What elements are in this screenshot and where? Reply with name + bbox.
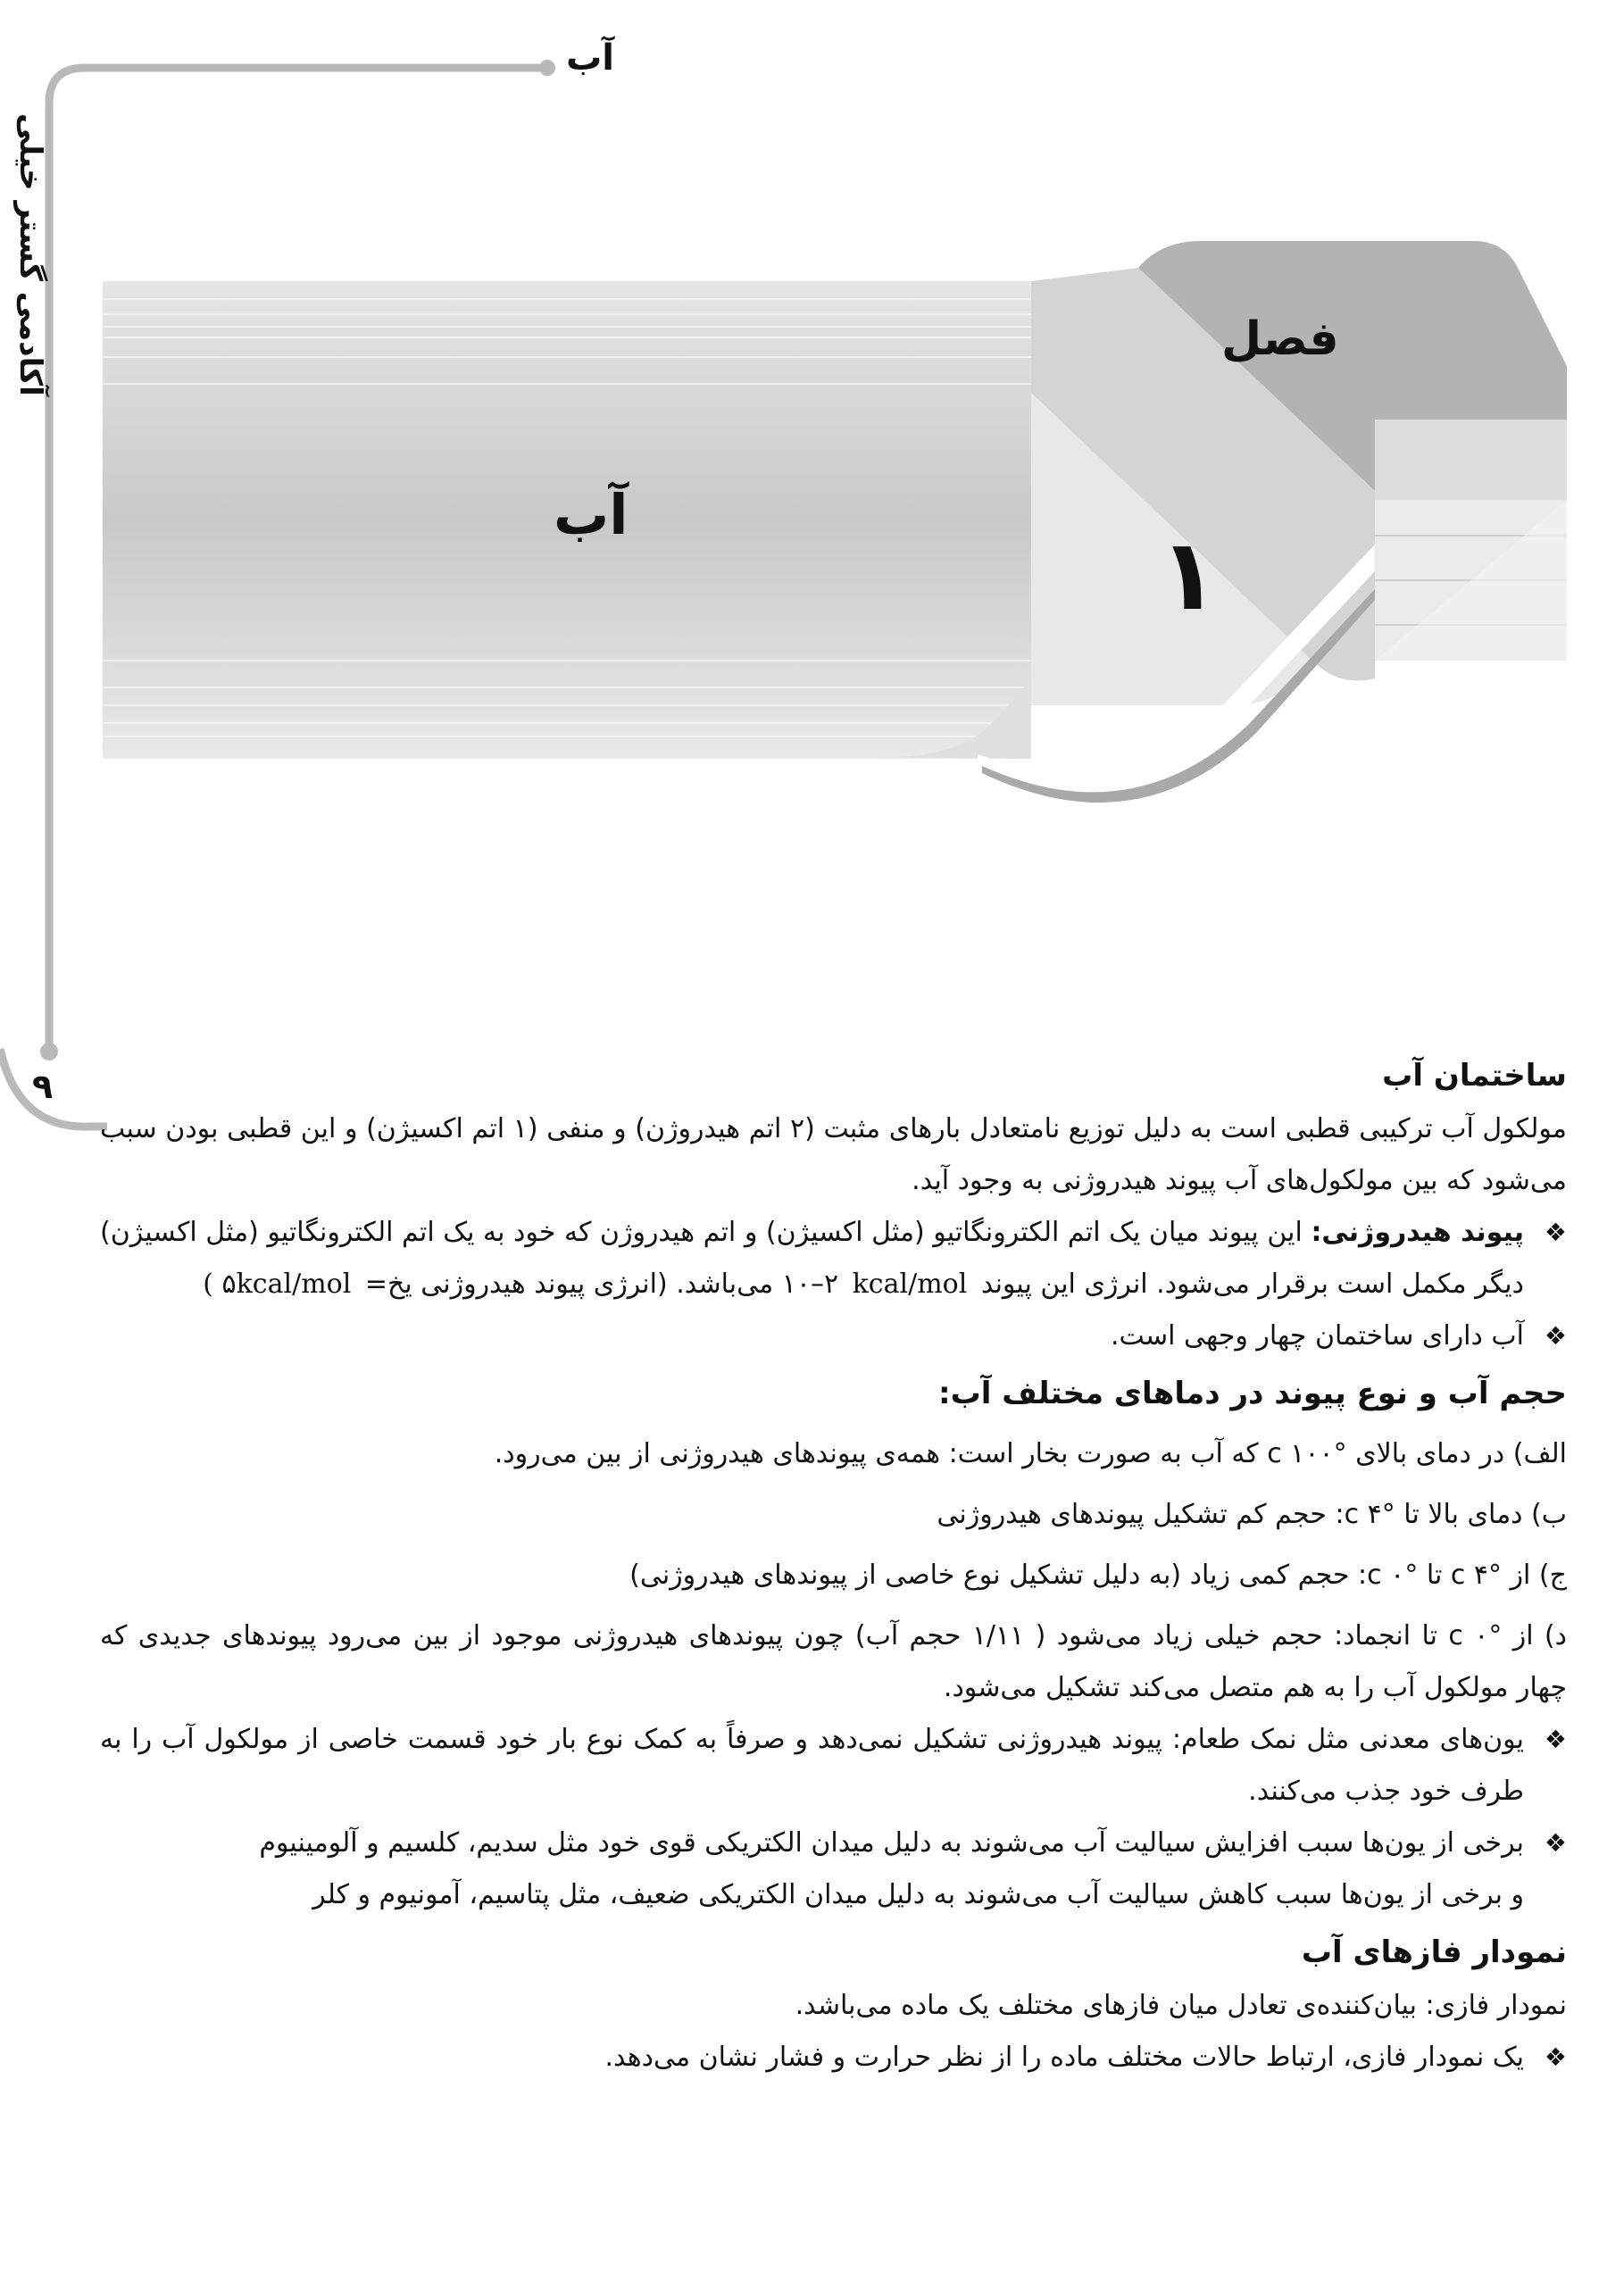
text-part: ۲–۱۰ می‌باشد. (انرژی پیوند هیدروژنی یخ= [356,1269,847,1300]
item-b: ب) دمای بالا تا °c ۴: حجم کم تشکیل پیوندهای هیدروژنی [937,1499,1567,1530]
bullet-tetrahedral [100,1310,1567,1362]
bullet-icon: ❖ [1544,1321,1567,1351]
chapter-title: آب [554,482,629,547]
unit-fraction: kcal/mol [852,1269,968,1300]
bullet-mineral-ions [100,1714,1567,1818]
bullet-text: یون‌های معدنی مثل نمک طعام: پیوند هیدروژنی تشکیل نمی‌دهد و صرفاً به کمک نوع بار خود قسمت خاصی از مولکول آب را به طرف خود جذب می‌کنند. [100,1724,1524,1807]
bullet-icon: ❖ [1544,1828,1567,1858]
bullet-text: برخی از یون‌ها سبب افزایش سیالیت آب می‌شوند به دلیل میدان الکتریکی قوی خود مثل سدیم، کلسیم و آلومینیوم [259,1827,1524,1859]
bullet-phase-diagram [100,2032,1567,2084]
paragraph-phase-diagram: نمودار فازی: بیان‌کننده‌ی تعادل میان فازهای مختلف یک ماده می‌باشد. [795,1990,1567,2021]
bullet-icon: ❖ [1544,2042,1567,2072]
bullet-text: آب دارای ساختمان چهار وجهی است. [1111,1320,1524,1352]
paragraph-polarity: مولکول آب ترکیبی قطبی است به دلیل توزیع نامتعادل بارهای مثبت (۲ اتم هیدروژن) و منفی (۱ اتم اکسیژن) و این قطبی بودن سبب می‌شود که بین مولکول‌های آب پیوند هیدروژنی به وجود آید. [100,1113,1567,1196]
item-a: الف) در دمای بالای °c ۱۰۰ که آب به صورت بخار است: همه‌ی پیوندهای هیدروژنی از بین می‌رود. [494,1438,1567,1469]
item-c: ج) از °c ۴ تا °c ۰: حجم کمی زیاد (به دلیل تشکیل نوع خاصی از پیوندهای هیدروژنی) [629,1560,1567,1591]
section-title-phase-diagram: نمودار فازهای آب [1301,1934,1567,1970]
ion-fluidity-line-2: و برخی از یون‌ها سبب کاهش سیالیت آب می‌شوند به دلیل میدان الکتریکی ضعیف، مثل پتاسیم، آمونیوم و کلر [312,1879,1524,1910]
section-title-water-structure: ساختمان آب [1382,1058,1567,1094]
ice-energy-value: ۵kcal/mol ) [203,1269,352,1300]
chapter-word: فصل [1221,312,1339,366]
bullet-text: یک نمودار فازی، ارتباط حالات مختلف ماده را از نظر حرارت و فشار نشان می‌دهد. [604,2042,1524,2073]
side-brand-text: آکادمی گستر خیلی [12,112,48,396]
running-title: آب [566,37,614,79]
section-title-volume-bonds: حجم آب و نوع پیوند در دماهای مختلف آب: [937,1376,1567,1411]
bullet-hydrogen-bond [100,1207,1567,1310]
page-number: ۹ [32,1067,54,1106]
bullet-ion-fluidity [100,1818,1567,1869]
text-part: این پیوند میان یک اتم الکترونگاتیو (مثل اکسیژن) و اتم هیدروژن که خود به یک اتم الکترونگاتیو (مثل اکسیژن) دیگر مکمل است برقرار می‌شود. انرژی این پیوند [100,1217,1524,1300]
chapter-banner [0,0,1607,803]
bullet-text [100,1207,1524,1310]
term-hydrogen-bond: پیوند هیدروژنی: [1311,1217,1525,1248]
bullet-icon: ❖ [1544,1218,1567,1247]
item-d: د) از °c ۰ تا انجماد: حجم خیلی زیاد می‌شود ( ۱/۱۱ حجم آب) چون پیوندهای هیدروژنی موجود از بین می‌رود پیوندهای جدیدی که چهار مولکول آب را به هم متصل می‌کند تشکیل می‌شود. [100,1620,1567,1703]
bullet-icon: ❖ [1544,1725,1567,1754]
chapter-number: ۱ [1159,518,1220,632]
page-content [100,1044,1567,2084]
